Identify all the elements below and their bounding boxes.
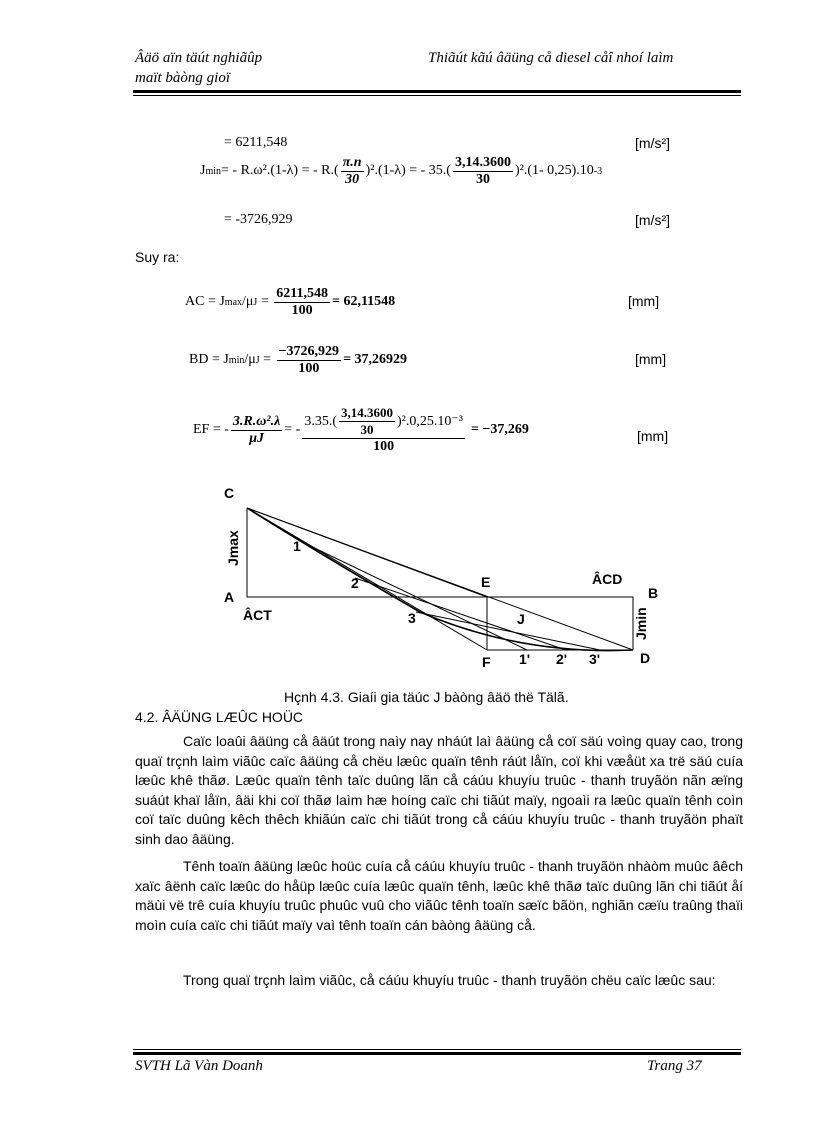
label-jmin: Jmin bbox=[633, 607, 649, 640]
line-c-f bbox=[247, 508, 487, 650]
diagram-lines bbox=[247, 508, 633, 651]
bd-left: BD = J bbox=[189, 352, 229, 367]
jmin-part1: = - R.ω².(1-λ) = - R.( bbox=[221, 163, 339, 178]
footer-left: SVTH Lã Vàn Doanh bbox=[135, 1058, 263, 1074]
footer-page: Trang 37 bbox=[647, 1058, 702, 1074]
label-acd: ÂCD bbox=[592, 571, 623, 587]
label-q2: 2' bbox=[556, 651, 568, 667]
ef-eq2: = - bbox=[284, 422, 301, 437]
line-1-1p bbox=[302, 542, 527, 650]
bd-unit: [mm] bbox=[635, 351, 667, 367]
ef-den2: 100 bbox=[373, 439, 395, 454]
ef-unit: [mm] bbox=[637, 428, 669, 444]
ac-eq: = bbox=[257, 294, 273, 309]
figure-caption: Hçnh 4.3. Giaíi gia täúc J bàòng âäö thë Tälã. bbox=[284, 689, 569, 705]
footer-rule-thin bbox=[133, 1049, 741, 1050]
suy-ra: Suy ra: bbox=[135, 249, 180, 265]
jmin-exp: -3 bbox=[593, 165, 603, 177]
ef-result: = −37,269 bbox=[470, 422, 529, 437]
bd-eq: = bbox=[259, 352, 275, 367]
line-c-e bbox=[247, 508, 487, 597]
paragraph-3: Trong quaï trçnh laìm viãûc, cå cáúu khuyíu truûc - thanh truyãön chëu caïc læûc sau: bbox=[183, 972, 716, 988]
jmin-frac2-num: 3,14.3600 bbox=[454, 154, 511, 170]
jmin-label: J bbox=[200, 163, 206, 178]
footer-rule-thick bbox=[133, 1052, 741, 1055]
ac-num: 6211,548 bbox=[276, 285, 328, 301]
jmax-result: = 6211,548 bbox=[224, 135, 288, 150]
paragraph-1: Caïc loaûi âäüng cå âäút trong naìy nay nháút laì âäüng cå coï säú voìng quay cao, trong quaï trçnh laìm viãûc caïc âäüng cå chëu læûc quaïn tênh ráút låïn, coï khi væåüt xa trë säú cuía læûc khê thãø. Læûc quaïn tênh taïc duûng lãn cå cáúu khuyíu truûc - thanh truyãön nãn æïng suáút khaï låïn, âäi khi coï thãø laìm hæ hoíng caïc chi tiãút maïy, ngoaìi ra læûc quaïn tênh coìn coï taïc duûng kêch thêch khiãún caïc chi tiãút trong cå cáúu khuyíu truûc - thanh truyãön phaït sinh dao âäüng. bbox=[135, 733, 743, 847]
section-title: 4.2. ÂÄÜNG LÆÛC HOÜC bbox=[135, 709, 304, 725]
ef-left: EF = - bbox=[193, 422, 229, 437]
ef-num2-fden: 30 bbox=[360, 422, 374, 437]
ac-sub-max: max bbox=[224, 296, 243, 308]
label-f: F bbox=[482, 654, 491, 670]
label-p2: 2 bbox=[351, 575, 359, 591]
line-3-3p bbox=[416, 612, 600, 650]
ac-left: AC = J bbox=[185, 294, 225, 309]
jmin-frac1-num: π.n bbox=[342, 154, 362, 170]
ef-num2-fnum: 3,14.3600 bbox=[341, 405, 394, 420]
jmin-part3: )².(1- 0,25).10 bbox=[514, 163, 594, 178]
header-left-line1: Âäö aïn täút nghiãûp bbox=[135, 50, 263, 66]
ac-result: = 62,11548 bbox=[331, 294, 396, 309]
jmin-frac1-den: 30 bbox=[345, 171, 360, 187]
ef-num1: 3.R.ω².λ bbox=[232, 413, 281, 429]
label-c: C bbox=[224, 485, 235, 501]
ef-num2-a: 3.35.( bbox=[304, 413, 338, 429]
label-act: ÂCT bbox=[243, 607, 272, 623]
bd-num: −3726,929 bbox=[278, 343, 340, 359]
jmin-result: = -3726,929 bbox=[224, 212, 293, 227]
ac-sub-j: J bbox=[253, 296, 258, 308]
ac-unit: [mm] bbox=[628, 293, 660, 309]
bd-sub-min: min bbox=[228, 354, 245, 366]
header-left-line2: maït bàòng gioï bbox=[135, 70, 231, 86]
label-p1: 1 bbox=[293, 538, 301, 554]
ac-den: 100 bbox=[291, 302, 313, 318]
label-d: D bbox=[640, 650, 651, 666]
label-a: A bbox=[224, 589, 235, 605]
header-right: Thiãút kãú âäüng cå diesel cåî nhoí laìm bbox=[428, 50, 674, 66]
ef-den1: μJ bbox=[249, 430, 264, 446]
label-p3: 3 bbox=[408, 610, 416, 626]
label-q3: 3' bbox=[589, 651, 601, 667]
label-e: E bbox=[481, 574, 491, 590]
label-b: B bbox=[648, 585, 659, 601]
ef-num2-b: )².0,25.10⁻³ bbox=[397, 414, 463, 429]
jmin-part2: )².(1-λ) = - 35.( bbox=[365, 163, 451, 178]
jmin-frac2-den: 30 bbox=[475, 171, 490, 187]
jmax-unit: [m/s²] bbox=[635, 135, 670, 151]
paragraph-2: Tênh toaïn âäüng læûc hoüc cuía cå cáúu khuyíu truûc - thanh truyãön nhàòm muûc âêch xaïc âënh caïc læûc do håüp læûc cuía læûc quaïn tênh, læûc khê thãø taïc duûng lãn chi tiãút åí mäùi vë trê cuía khuyíu truûc phuûc vuû cho viãûc tênh toaïn sæïc bãön, nghiãn cæïu traûng thaïi moìn cuía caïc chi tiãút maïy vaì tênh toaïn cán bàòng âäüng cå. bbox=[135, 858, 743, 933]
label-q1: 1' bbox=[519, 651, 531, 667]
bd-result: = 37,26929 bbox=[343, 352, 408, 367]
jmin-unit: [m/s²] bbox=[635, 212, 670, 228]
bd-mid: /μ bbox=[244, 352, 256, 367]
bd-den: 100 bbox=[298, 360, 320, 376]
label-j: J bbox=[517, 611, 525, 627]
bd-sub-j: J bbox=[255, 354, 260, 366]
ac-mid: /μ bbox=[242, 294, 254, 309]
label-jmax: Jmax bbox=[225, 530, 241, 566]
jmin-sub: min bbox=[205, 165, 222, 177]
